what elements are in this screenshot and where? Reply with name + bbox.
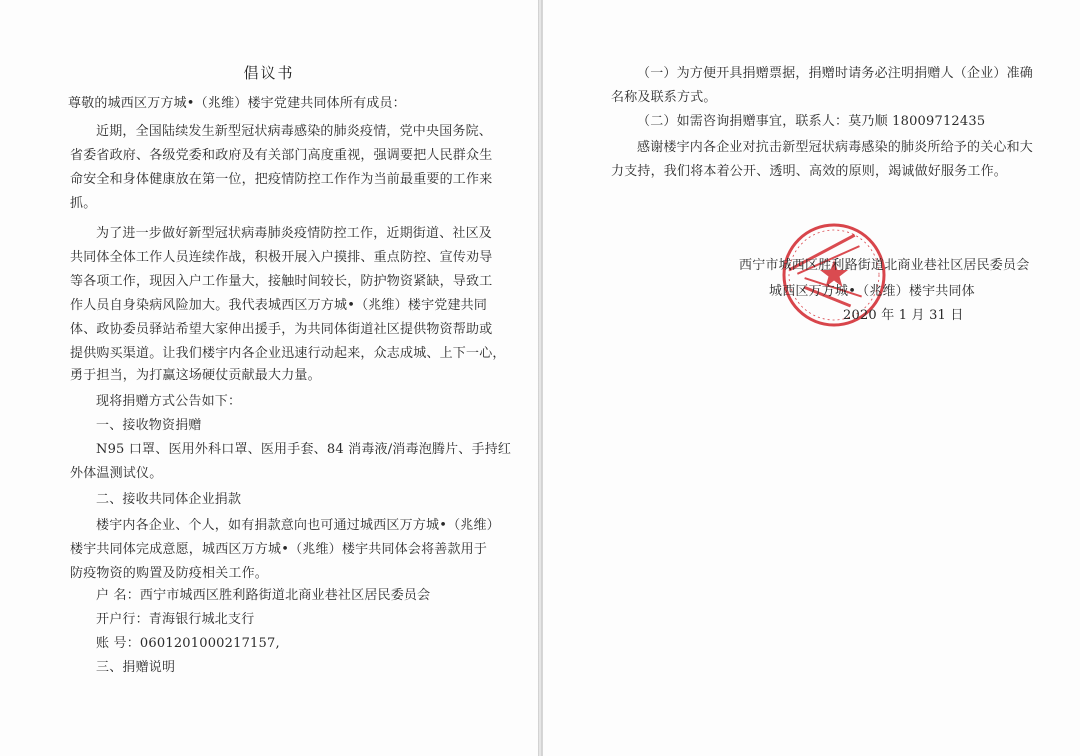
body-line: 勇于担当，为打赢这场硬仗贡献最大力量。 <box>70 368 321 383</box>
account-name: 户 名：西宁市城西区胜利路街道北商业巷社区居民委员会 <box>96 588 431 603</box>
body-line: 体、政协委员驿站希望大家伸出援手，为共同体街道社区提供物资帮助或 <box>70 322 493 337</box>
body-line: 共同体全体工作人员连续作战，积极开展入户摸排、重点防控、宣传劝导 <box>70 250 493 265</box>
body-line: N95 口罩、医用外科口罩、医用手套、84 消毒液/消毒泡腾片、手持红 <box>96 442 512 457</box>
body-line: 抓。 <box>70 196 97 211</box>
body-line: 近期，全国陆续发生新型冠状病毒感染的肺炎疫情，党中央国务院、 <box>96 124 493 139</box>
contact-line: （二）如需咨询捐赠事宜，联系人：莫乃顺 18009712435 <box>637 114 986 129</box>
body-line: 作人员自身染病风险加大。我代表城西区万方城•（兆维）楼宇党建共同 <box>70 298 488 313</box>
account-number: 账 号：0601201000217157, <box>96 636 280 651</box>
body-line: 等各项工作，现因入户工作量大，接触时间较长，防护物资紧缺，导致工 <box>70 274 493 289</box>
announcement-line: 现将捐赠方式公告如下： <box>96 394 242 409</box>
bank-name: 开户行：青海银行城北支行 <box>96 612 255 627</box>
body-line: 为了进一步做好新型冠状病毒肺炎疫情防控工作，近期街道、社区及 <box>96 226 493 241</box>
right-page <box>542 0 1080 756</box>
note-line: 名称及联系方式。 <box>611 90 717 105</box>
signature-org-1: 西宁市城西区胜利路街道北商业巷社区居民委员会 <box>739 258 1030 273</box>
body-line: 外体温测试仪。 <box>70 466 163 481</box>
note-line: （一）为方便开具捐赠票据，捐赠时请务必注明捐赠人（企业）准确 <box>637 66 1034 81</box>
body-line: 防疫物资的购置及防疫相关工作。 <box>70 566 269 581</box>
section-heading-3: 三、捐赠说明 <box>96 660 176 675</box>
body-line: 楼宇内各企业、个人，如有捐款意向也可通过城西区万方城•（兆维） <box>96 518 500 533</box>
body-line: 命安全和身体健康放在第一位，把疫情防控工作作为当前最重要的工作来 <box>70 172 493 187</box>
section-heading-1: 一、接收物资捐赠 <box>96 418 202 433</box>
section-heading-2: 二、接收共同体企业捐款 <box>96 492 242 507</box>
body-line: 提供购买渠道。让我们楼宇内各企业迅速行动起来，众志成城、上下一心， <box>70 346 506 361</box>
thanks-line: 力支持，我们将本着公开、透明、高效的原则，竭诚做好服务工作。 <box>611 164 1008 179</box>
thanks-line: 感谢楼宇内各企业对抗击新型冠状病毒感染的肺炎所给予的关心和大 <box>637 140 1034 155</box>
document-title: 倡议书 <box>243 64 295 82</box>
signature-date: 2020 年 1 月 31 日 <box>843 308 964 323</box>
body-line: 省委省政府、各级党委和政府及有关部门高度重视，强调要把人民群众生 <box>70 148 493 163</box>
signature-org-2: 城西区万方城•（兆维）楼宇共同体 <box>769 284 975 299</box>
left-page <box>0 0 539 756</box>
body-line: 楼宇共同体完成意愿，城西区万方城•（兆维）楼宇共同体会将善款用于 <box>70 542 488 557</box>
salutation: 尊敬的城西区万方城•（兆维）楼宇党建共同体所有成员： <box>68 96 406 111</box>
